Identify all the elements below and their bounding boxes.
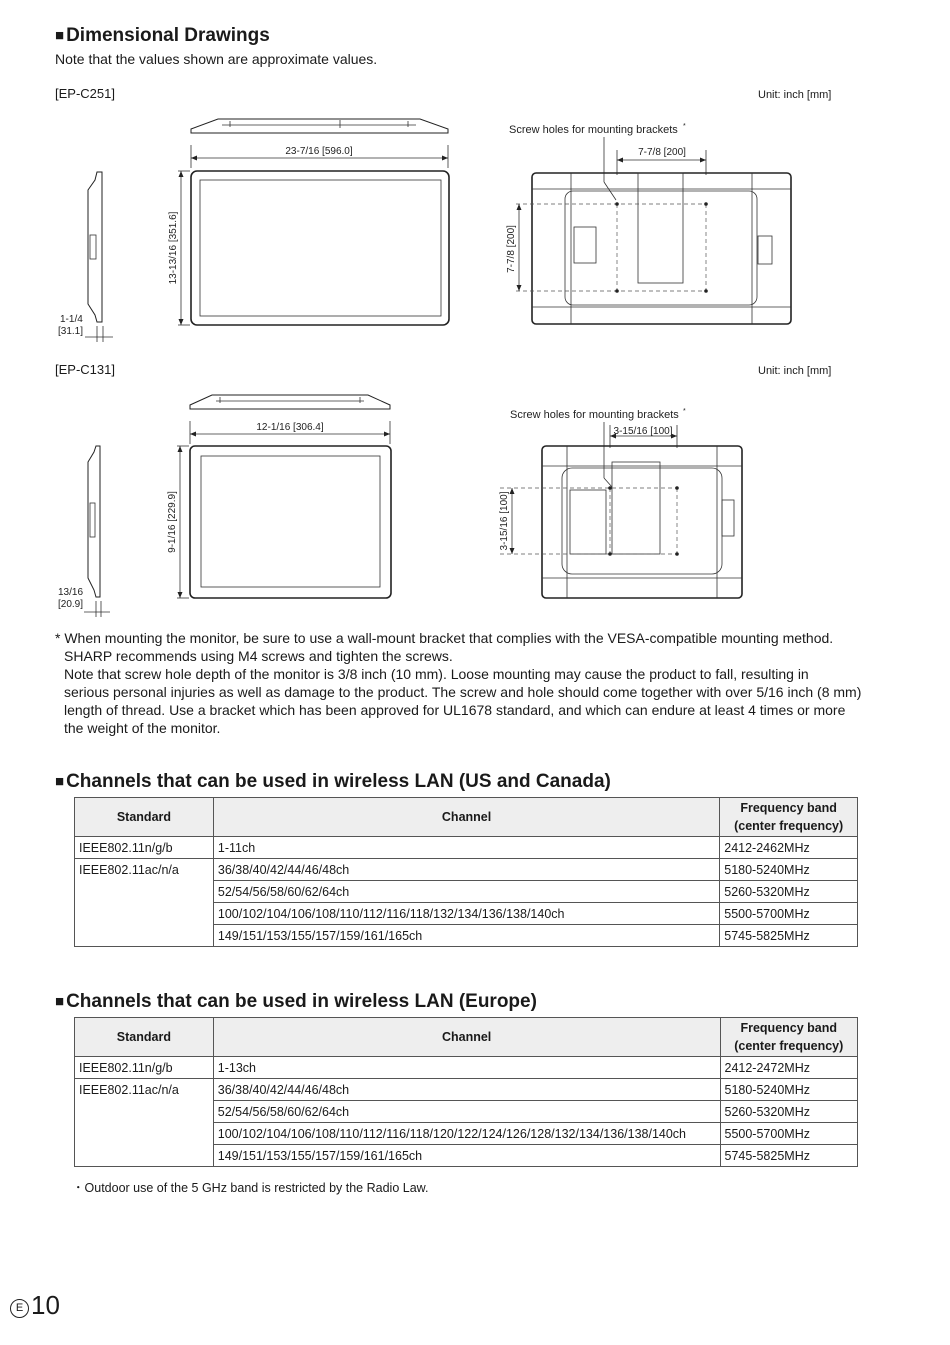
- mounting-footnote: [55, 629, 935, 737]
- cell-frequency: 2412-2462MHz: [720, 837, 858, 859]
- cell-standard: [75, 1123, 214, 1145]
- cell-channel: 52/54/56/58/60/62/64ch: [213, 881, 719, 903]
- front-view-ep-c131: [190, 446, 391, 598]
- cell-channel: 100/102/104/106/108/110/112/116/118/120/122/124/126/128/132/134/136/138/140ch: [213, 1123, 720, 1145]
- screw-label-asterisk-ep-c251: *: [683, 123, 686, 130]
- section-title-us-canada: [55, 771, 611, 793]
- header-standard: Standard: [75, 1018, 214, 1057]
- cell-channel: 149/151/153/155/157/159/161/165ch: [213, 925, 719, 947]
- cell-standard: [75, 903, 214, 925]
- model-name-ep-c251: [EP-C251]: [55, 86, 115, 101]
- screw-h-label-ep-c251: 7-7/8 [200]: [638, 147, 686, 158]
- table-header-row: [75, 1018, 858, 1057]
- cell-frequency: 5500-5700MHz: [720, 903, 858, 925]
- cell-standard: [75, 1101, 214, 1123]
- header-channel: Channel: [213, 1018, 720, 1057]
- cell-standard: [75, 1145, 214, 1167]
- cell-channel: 149/151/153/155/157/159/161/165ch: [213, 1145, 720, 1167]
- height-label-ep-c131: 9-1/16 [229.9]: [167, 491, 178, 553]
- cell-frequency: 2412-2472MHz: [720, 1057, 858, 1079]
- width-label-ep-c131: 12-1/16 [306.4]: [256, 422, 324, 433]
- cell-frequency: 5745-5825MHz: [720, 925, 858, 947]
- cell-frequency: 5745-5825MHz: [720, 1145, 858, 1167]
- cell-frequency: 5500-5700MHz: [720, 1123, 858, 1145]
- header-frequency: [720, 798, 858, 837]
- outdoor-note: [72, 1178, 428, 1196]
- width-dimension-ep-c251: [191, 145, 448, 168]
- table-row: [75, 837, 858, 859]
- header-frequency: [720, 1018, 858, 1057]
- cell-standard: [75, 925, 214, 947]
- screw-label-ep-c131: Screw holes for mounting brackets: [510, 409, 679, 421]
- header-frequency-line2: (center frequency): [734, 819, 844, 833]
- cell-channel: 100/102/104/106/108/110/112/116/118/132/134/136/138/140ch: [213, 903, 719, 925]
- cell-standard: IEEE802.11ac/n/a: [75, 859, 214, 881]
- header-frequency-line1: Frequency band: [740, 1021, 838, 1035]
- section-title-europe: [55, 991, 537, 1013]
- header-frequency-line1: Frequency band: [740, 801, 837, 815]
- cell-channel: 36/38/40/42/44/46/48ch: [213, 1079, 720, 1101]
- cell-standard: IEEE802.11ac/n/a: [75, 1079, 214, 1101]
- header-channel: Channel: [213, 798, 719, 837]
- header-standard: Standard: [75, 798, 214, 837]
- height-dimension-ep-c131: [167, 446, 189, 598]
- top-view-ep-c251: [191, 119, 448, 133]
- outdoor-note-text: Outdoor use of the 5 GHz band is restricted by the Radio Law.: [84, 1181, 429, 1195]
- cell-channel: 52/54/56/58/60/62/64ch: [213, 1101, 720, 1123]
- approximate-note: Note that the values shown are approximate values.: [55, 51, 378, 67]
- cell-standard: IEEE802.11n/g/b: [75, 837, 214, 859]
- height-label-ep-c251: 13-13/16 [351.6]: [168, 211, 179, 285]
- cell-frequency: 5260-5320MHz: [720, 1101, 858, 1123]
- unit-label-ep-c251: Unit: inch [mm]: [758, 89, 832, 101]
- table-row: [75, 881, 858, 903]
- front-view-ep-c251: [191, 171, 449, 325]
- footnote-line: serious personal injuries as well as damage to the product. The screw and hole should come together with over 5/16 inch (8 mm): [64, 684, 862, 700]
- language-mark: E: [10, 1299, 29, 1318]
- back-view-ep-c251: [506, 123, 791, 324]
- section-title-text: Channels that can be used in wireless LAN (Europe): [66, 991, 537, 1012]
- table-header-row: [75, 798, 858, 837]
- side-view-ep-c251: [85, 172, 113, 342]
- unit-label-ep-c131: Unit: inch [mm]: [758, 365, 832, 377]
- depth-label-ep-c131-line1: 13/16: [58, 587, 84, 598]
- table-row: [75, 925, 858, 947]
- side-view-ep-c131: [84, 446, 110, 617]
- footnote-line: the weight of the monitor.: [64, 720, 221, 736]
- back-view-ep-c131: [499, 408, 742, 598]
- page-number-text: 10: [31, 1290, 60, 1320]
- table-row: [75, 859, 858, 881]
- bullet-dot: ・: [72, 1181, 85, 1195]
- channels-table-us-canada: [74, 797, 858, 947]
- width-dimension-ep-c131: [190, 421, 390, 444]
- header-frequency-line2: (center frequency): [734, 1039, 844, 1053]
- model-name-ep-c131: [EP-C131]: [55, 362, 115, 377]
- footnote-line: * When mounting the monitor, be sure to use a wall-mount bracket that complies with the VESA-compatible mounting method.: [55, 630, 834, 646]
- table-row: [75, 1079, 858, 1101]
- cell-channel: 36/38/40/42/44/46/48ch: [213, 859, 719, 881]
- cell-standard: [75, 881, 214, 903]
- screw-v-label-ep-c131: 3-15/16 [100]: [499, 491, 510, 551]
- cell-channel: 1-13ch: [213, 1057, 720, 1079]
- footnote-line: length of thread. Use a bracket which has been approved for UL1678 standard, and which can endure at least 4 times or more: [64, 702, 846, 718]
- depth-label-ep-c131-line2: [20.9]: [58, 599, 84, 610]
- cell-frequency: 5260-5320MHz: [720, 881, 858, 903]
- top-view-ep-c131: [190, 395, 390, 409]
- width-label-ep-c251: 23-7/16 [596.0]: [285, 146, 353, 157]
- table-row: [75, 1057, 858, 1079]
- depth-label-ep-c251-line2: [31.1]: [58, 326, 84, 337]
- cell-frequency: 5180-5240MHz: [720, 1079, 858, 1101]
- cell-channel: 1-11ch: [213, 837, 719, 859]
- dimensional-drawings: [0, 0, 950, 630]
- footnote-line: Note that screw hole depth of the monitor is 3/8 inch (10 mm). Loose mounting may cause the product to fall, resulting in: [64, 666, 809, 682]
- footnote-line: SHARP recommends using M4 screws and tighten the screws.: [64, 648, 453, 664]
- page-number: [10, 1290, 60, 1321]
- screw-h-label-ep-c131: 3-15/16 [100]: [613, 426, 673, 437]
- depth-label-ep-c251-line1: 1-1/4: [60, 314, 83, 325]
- cell-frequency: 5180-5240MHz: [720, 859, 858, 881]
- screw-label-asterisk-ep-c131: *: [683, 408, 686, 415]
- table-row: [75, 903, 858, 925]
- height-dimension-ep-c251: [168, 171, 190, 325]
- table-row: [75, 1123, 858, 1145]
- table-row: [75, 1145, 858, 1167]
- screw-v-label-ep-c251: 7-7/8 [200]: [506, 225, 517, 273]
- screw-label-ep-c251: Screw holes for mounting brackets: [509, 124, 678, 136]
- section-title-text: Dimensional Drawings: [66, 25, 270, 46]
- table-row: [75, 1101, 858, 1123]
- cell-standard: IEEE802.11n/g/b: [75, 1057, 214, 1079]
- channels-table-europe: [74, 1017, 858, 1167]
- section-title-text: Channels that can be used in wireless LAN (US and Canada): [66, 771, 611, 792]
